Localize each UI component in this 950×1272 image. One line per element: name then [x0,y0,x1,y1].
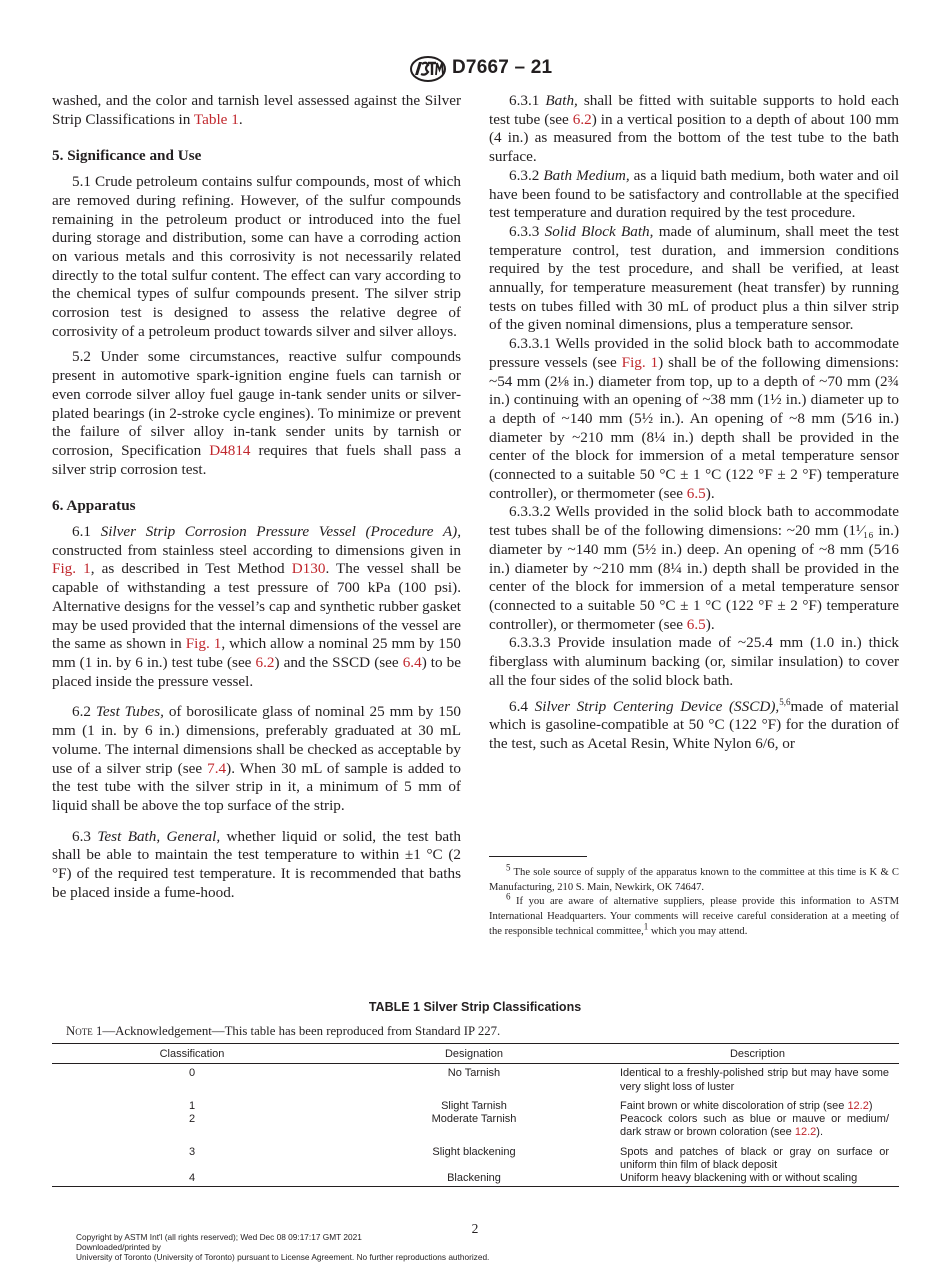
italic-term: Solid Block Bath, [544,222,654,240]
copyright-line: Downloaded/printed by [76,1242,161,1253]
text-run: 6.3.3.1 Wells provided in the solid block bath to accommodate pressure vessels (see [489,335,899,371]
table-note [66,1024,500,1039]
paragraph [489,503,899,634]
italic-term: Silver Strip Corrosion Pressure Vessel (Procedure A), [100,523,462,541]
italic-term: Test Bath, General, [97,827,221,845]
footnote-marker: 5,6 [779,696,791,707]
header-designation: Designation [444,1048,504,1060]
table-row [52,1113,899,1146]
paragraph [489,223,899,335]
paragraph [52,828,461,903]
text-run: ) and the SSCD (see [274,653,403,671]
paragraph [489,698,899,754]
paragraph [489,167,899,223]
table-row [52,1100,899,1113]
paragraph [52,348,461,479]
cross-reference-link[interactable]: Fig. 1 [621,353,659,371]
table-row [52,1064,899,1100]
cross-reference-link[interactable]: 6.2 [572,110,592,128]
text-run: If you are aware of alternative suppliers, please provide this information to ASTM International Headquarters. Your comments will receive careful consideration at a meeting of the responsible technical committee, [489,896,899,937]
text-run: Identical to a freshly-polished strip but may have some very slight loss of luster [620,1067,889,1093]
text-run: The sole source of supply of the apparatus known to the committee at this time is K & C Manufacturing, 210 S. Main, Newkirk, OK 74647. [489,867,899,893]
cross-reference-link[interactable]: 6.5 [686,484,706,502]
text-run: shall be fitted with suitable supports to hold each test tube (see [489,92,900,128]
text-run: 6.3.3.3 Provide insulation made of ~25.4 mm (1.0 in.) thick fiberglass with aluminum backing (or, similar insulation) to cover all the four sides of the solid block bath. [489,634,899,689]
cross-reference-link[interactable]: 12.2 [847,1099,869,1112]
text-run: , which allow a nominal 25 mm by 150 mm (1 in. by 6 in.) test tube (see [52,635,462,671]
text-run: ). [705,484,715,502]
text-run: . [238,110,243,128]
footnote-marker: 5 [506,862,511,873]
silver-strip-classification-table [52,1043,899,1187]
description-cell [616,1100,899,1113]
text-run: requires that fuels shall pass a silver strip corrosion test. [52,441,461,478]
astm-logo-icon [409,56,447,82]
table-header-row [52,1044,899,1064]
text-run: 5.2 Under some circumstances, reactive sulfur compounds present in automotive spark-ignition engine fuels can tarnish or even corrode silver alloy fuel gauge in-tank sender units or silver-plated bearings (in 2-stroke cycle engines). To minimize or prevent the failure of silver alloy in-tank sender units by tarnish or corrosion, Specification [52,348,461,459]
text-run: , as described in Test Method [90,560,292,578]
page-header [0,56,950,82]
cross-reference-link[interactable]: Fig. 1 [52,560,91,578]
page-number: 2 [471,1221,479,1236]
section-heading: 6. Apparatus [52,497,136,515]
designation-cell: No Tarnish [447,1067,501,1080]
table-title: TABLE 1 Silver Strip Classifications [368,1000,582,1014]
text-run: ) in a vertical position to a depth of about 100 mm (4 in.) as measured from the bottom of the test tube to the bath surface. [489,110,899,166]
text-run: 6.4 [509,697,535,715]
text-run: ). When 30 mL of sample is added to the test tube with the silver strip in it, a minimum of 5 mm of liquid shall be above the top surface of the strip. [52,759,461,814]
copyright-notice [76,1232,489,1263]
paragraph [52,173,461,341]
paragraph [489,335,899,503]
text-run: constructed from stainless steel according to dimensions given in [52,541,461,559]
paragraph [489,634,899,690]
text-run: Peacock colors such as blue or mauve or medium/ dark straw or brown coloration (see [620,1113,889,1139]
paragraph [52,703,461,815]
text-run: Uniform heavy blackening with or without scaling [620,1172,858,1185]
description-cell [616,1172,899,1186]
footnote [489,891,899,939]
text-run: 6.3 [72,827,98,845]
document-id: D7667 – 21 [452,57,553,78]
classification-cell: 4 [188,1172,196,1185]
footnote-marker: 1 [643,921,649,932]
text-run: which you may attend. [648,925,748,937]
section-heading: 5. Significance and Use [52,147,202,165]
text-run: washed, and the color and tarnish level assessed against the Silver Strip Classifications in [52,92,461,128]
description-cell [616,1064,899,1100]
text-run: Spots and patches of black or gray on surface or uniform thin film of black deposit [620,1145,889,1172]
classification-cell: 3 [188,1145,196,1158]
designation-cell: Blackening [447,1172,501,1185]
cross-reference-link[interactable]: 7.4 [207,759,227,777]
footnote-marker: 6 [506,891,511,902]
text-run: 6.1 [72,523,101,541]
text-run: Faint brown or white discoloration of strip (see [620,1099,848,1112]
text-run: ) shall be of the following dimensions: ~54 mm (2⅛ in.) diameter from top, up to a depth of ~70 mm (2¾ in.) continuing with an opening of ~38 mm (1½ in.) diameter up to a depth of ~140 mm (5½ in.). An opening of ~8 mm (5⁄16 in.) diameter by ~210 mm (8¼ in.) depth shall be provided in the center of the block for immersion of a metal temperature sensor (connected to a suitable 50 °C ± 1 °C (122 °F ± 2 °F) temperature controller), or thermometer (see [489,353,900,502]
text-run: ). [816,1126,824,1139]
table-note-text: 1—Acknowledgement—This table has been reproduced from Standard IP 227. [92,1024,501,1038]
table-note-label: Note [66,1024,93,1038]
cross-reference-link[interactable]: 12.2 [794,1126,817,1139]
copyright-line: University of Toronto (University of Toronto) pursuant to License Agreement. No further reproductions authorized. [76,1252,490,1263]
text-run: made of material which is gasoline-compatible at 50 °C (122 °F) for the duration of the test, such as Acetal Resin, White Nylon 6/6, or [489,697,900,752]
text-run: ) [868,1099,873,1112]
left-column [52,92,461,902]
italic-term: Silver Strip Centering Device (SSCD), [534,697,780,715]
classification-cell: 2 [188,1113,196,1126]
cross-reference-link[interactable]: D4814 [209,441,251,459]
cross-reference-link[interactable]: 6.5 [686,615,706,633]
header-description: Description [729,1048,786,1060]
text-run: whether liquid or solid, the test bath shall be able to maintain the test temperature to within ±1 °C (2 °F) of the required test temperature. It is recommended that baths be placed inside a fume-hood. [52,827,461,901]
italic-term: Bath, [545,92,578,109]
footnote-rule [489,856,587,857]
text-run: ). [705,615,715,633]
text-run: 5.1 Crude petroleum contains sulfur compounds, most of which are removed during refining. However, of the sulfur compounds remaining in the petroleum product or introduced into the fuel during storage and distribution, some can have a corroding action on various metals and this corrosivity is not necessarily related directly to the total sulfur content. The effect can vary according to the chemical types of sulfur compounds present. The silver strip corrosion test is designed to assess the relative degree of corrosivity of a petroleum product towards silver and silver alloys. [52,173,461,340]
table-row [52,1146,899,1173]
text-run: . The vessel shall be capable of withstanding a test pressure of 700 kPa (100 psi). Alternative designs for the vessel’s cap and synthetic rubber gasket may be used provided that the internal dimensions of the vessel are the same as shown in [52,560,461,653]
footnotes [489,862,899,940]
cross-reference-link[interactable]: Fig. 1 [185,635,222,653]
right-column [489,92,899,754]
text-run: as a liquid bath medium, both water and oil have been found to be satisfactory and controllable at the specified test temperature and duration required by the test procedure. [489,166,899,222]
italic-term: Bath Medium, [543,166,630,184]
text-run: of borosilicate glass of nominal 25 mm by 150 mm (1 in. by 6 in.) dimensions, preferably graduated at 30 mL volume. The internal dimensions shall be checked as acceptable by use of a silver strip (see [52,703,462,777]
header-classification: Classification [159,1048,225,1060]
copyright-line: Copyright by ASTM Int'l (all rights reserved); Wed Dec 08 09:17:17 GMT 2021 [76,1232,362,1242]
paragraph [52,523,461,691]
text-run: ) to be placed inside the pressure vessel. [52,653,461,690]
designation-cell: Slight Tarnish [441,1099,507,1112]
classification-cell: 1 [188,1099,196,1112]
italic-term: Test Tubes, [95,703,164,721]
text-run: 6.3.3 [509,222,545,240]
description-cell [616,1113,899,1146]
text-run: 6.3.3.2 Wells provided in the solid block bath to accommodate test tubes shall be of the following dimensions: ~20 mm (1¹⁄₁₆ in.) diameter by ~140 mm (5½ in.) deep. An opening of ~8 mm (5⁄16 in.) diameter by ~210 mm (8¼ in.) depth shall be provided in the center of the block for immersion of a metal temperature sensor (connected to a suitable 50 °C ± 1 °C (122 °F ± 2 °F) temperature controller), or thermometer (see [489,503,899,633]
description-cell [616,1146,899,1173]
footnote [489,862,899,895]
text-run: made of aluminum, shall meet the test temperature control, test duration, and immersion conditions required by the test procedure, and shall be verified, at least annually, for temperature measurement (heat transfer) by running tests on tubes filled with 30 mL of product plus a thin silver strip of the given nominal dimensions, plus a temperature sensor. [489,222,900,334]
text-run: 6.3.1 [509,92,546,109]
cross-reference-link[interactable]: Table 1 [193,110,239,128]
text-run: 6.2 [72,703,96,721]
paragraph [489,92,899,167]
table-row [52,1172,899,1186]
cross-reference-link[interactable]: D130 [291,560,326,578]
classification-cell: 0 [188,1067,196,1080]
designation-cell: Moderate Tarnish [431,1113,517,1126]
cross-reference-link[interactable]: 6.2 [255,653,275,671]
designation-cell: Slight blackening [432,1145,516,1158]
text-run: 6.3.2 [509,166,544,184]
cross-reference-link[interactable]: 6.4 [402,653,422,671]
paragraph [52,92,461,129]
